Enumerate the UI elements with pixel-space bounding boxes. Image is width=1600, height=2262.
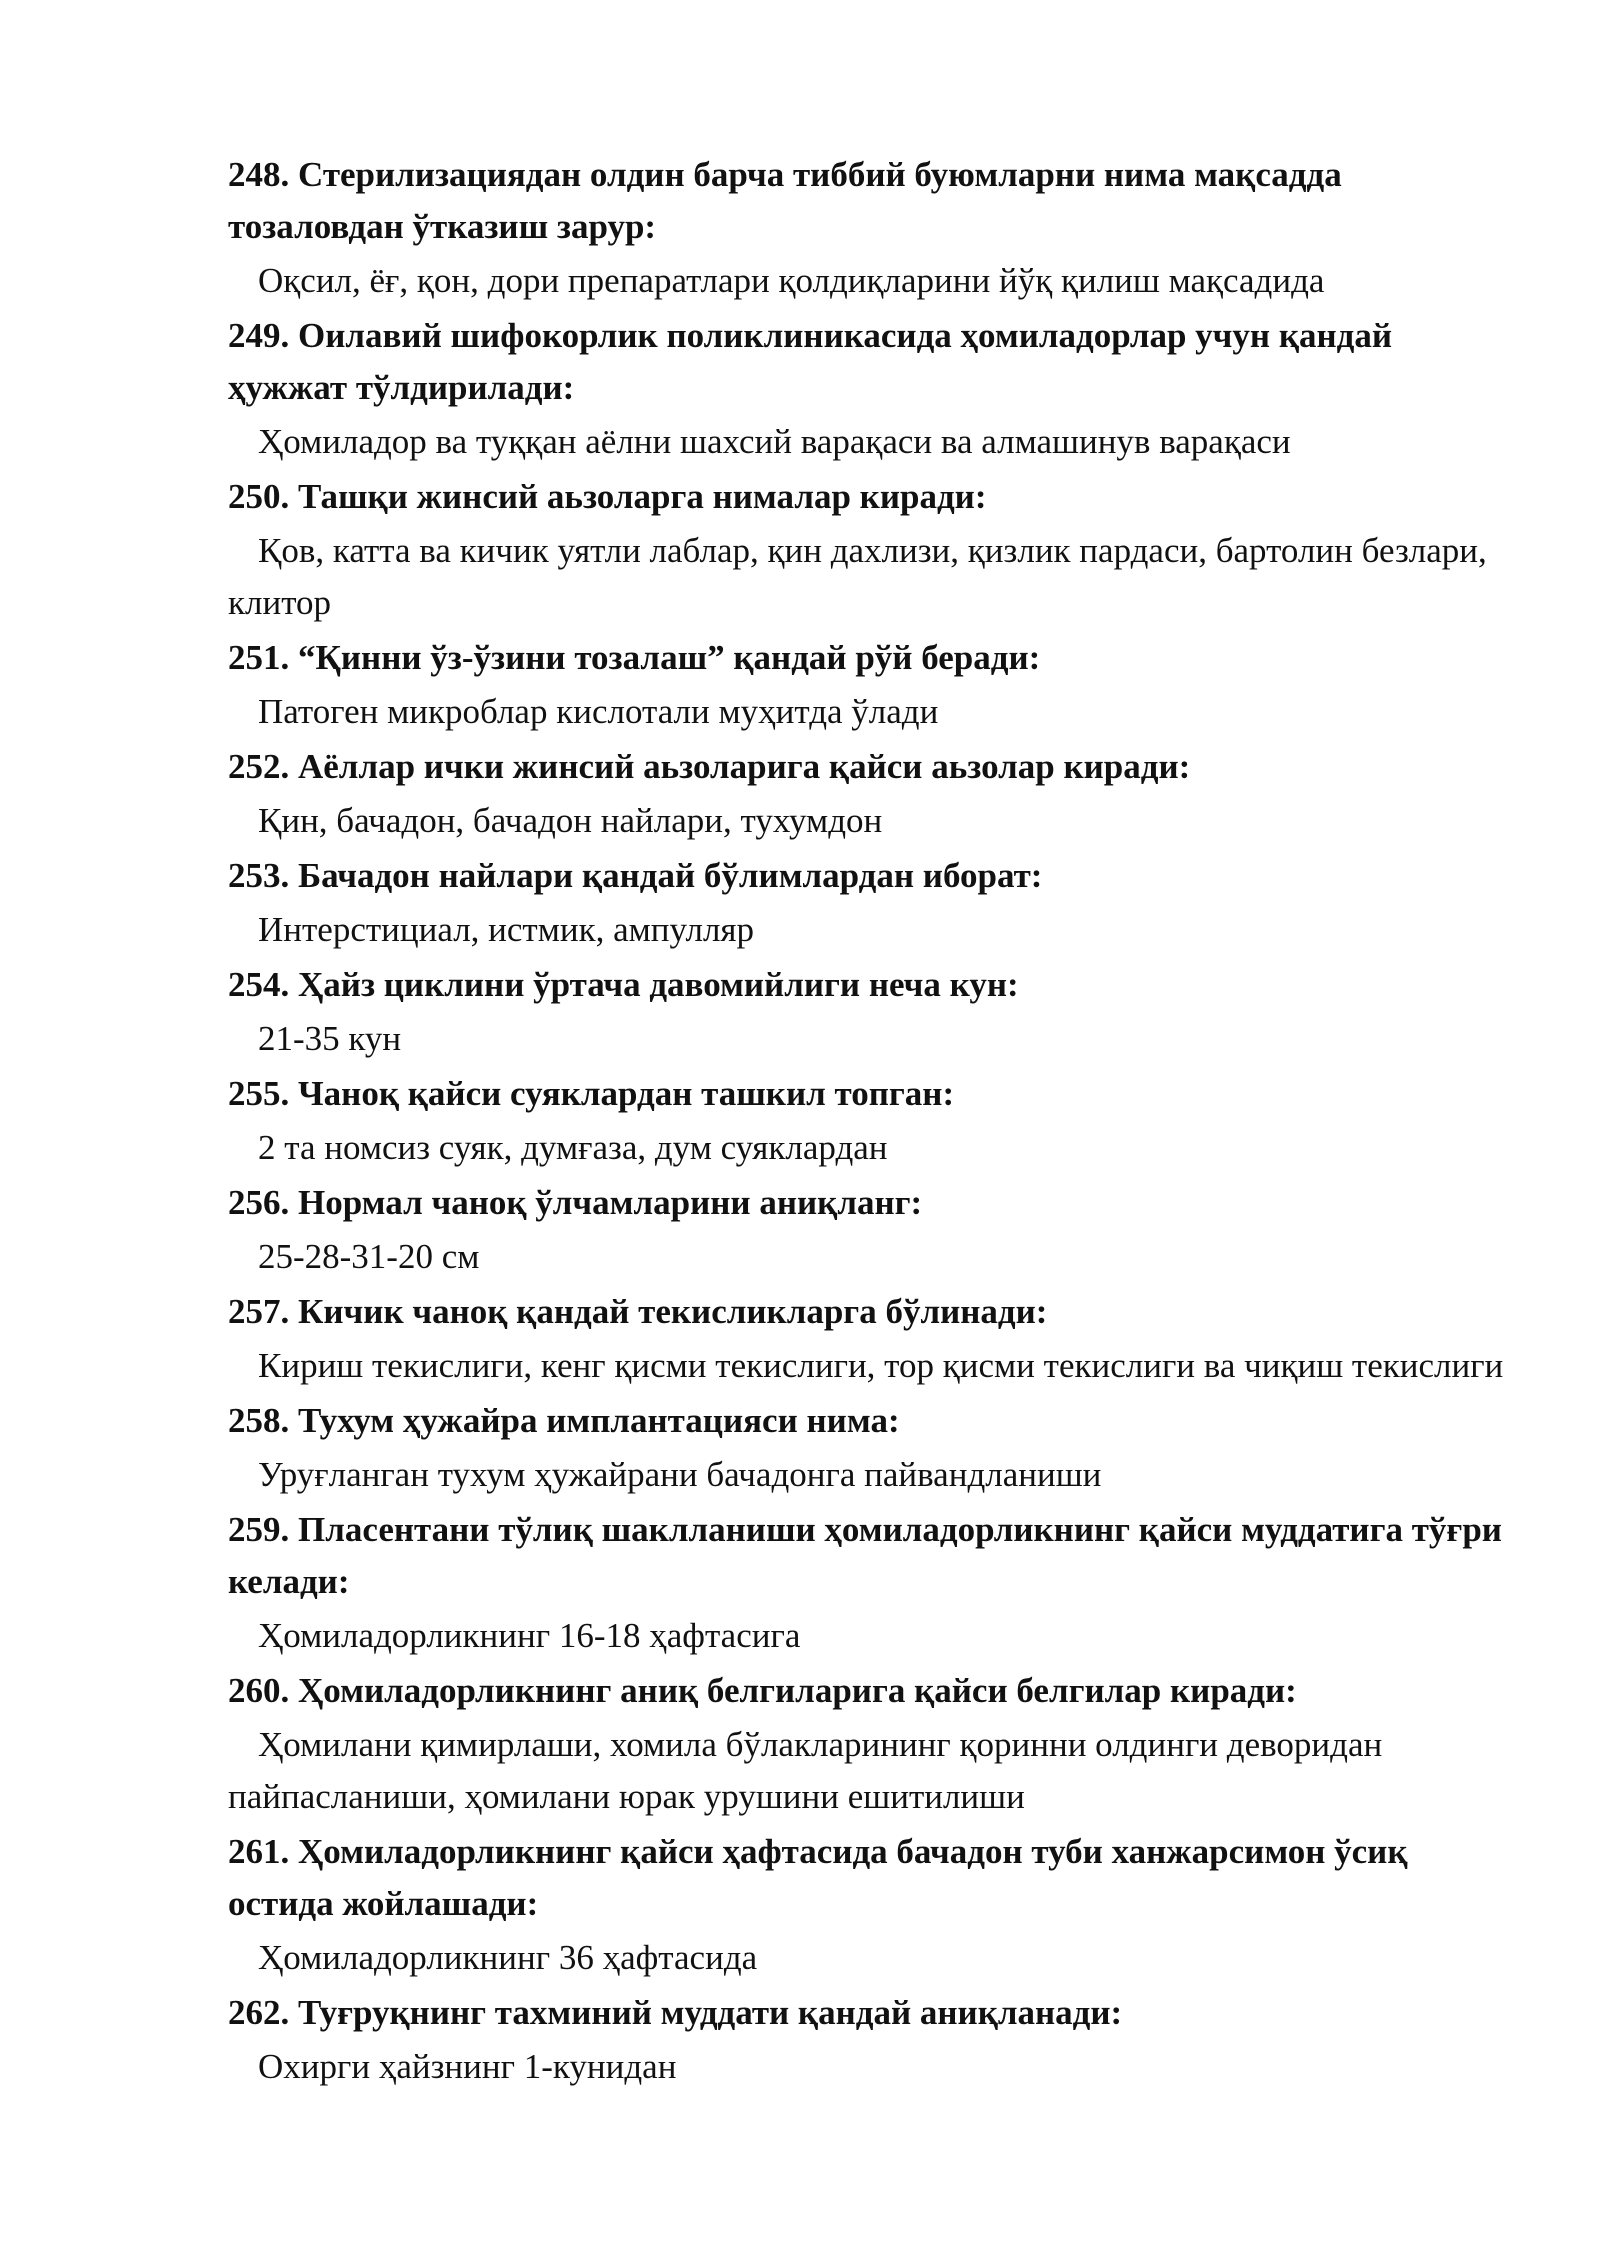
- answer-value: Кириш текислиги, кенг қисми текислиги, тор қисми текислиги ва чиқиш текислиги: [258, 1346, 1504, 1385]
- question-text: 255. Чаноқ қайси суяклардан ташкил топган:: [228, 1074, 955, 1113]
- answer-value: Уруғланган тухум ҳужайрани бачадонга пайвандланиши: [258, 1455, 1102, 1494]
- qa-item-258: [228, 1394, 1518, 1501]
- answer-text: [228, 1608, 1518, 1662]
- answer-value: Охирги ҳайзнинг 1-кунидан: [258, 2047, 677, 2086]
- qa-item-260: [228, 1664, 1518, 1823]
- question-text: 254. Ҳайз циклини ўртача давомийлиги неча кун:: [228, 965, 1019, 1004]
- qa-item-261: [228, 1825, 1518, 1984]
- answer-text: [228, 1338, 1518, 1392]
- question-text: 256. Нормал чаноқ ўлчамларини аниқланг:: [228, 1183, 923, 1222]
- qa-item-252: [228, 740, 1518, 847]
- answer-value: 21-35 кун: [258, 1019, 402, 1058]
- qa-item-248: [228, 148, 1518, 307]
- qa-item-255: [228, 1067, 1518, 1174]
- qa-item-253: [228, 849, 1518, 956]
- question-text: 253. Бачадон найлари қандай бўлимлардан иборат:: [228, 856, 1043, 895]
- qa-item-257: [228, 1285, 1518, 1392]
- answer-value: Оқсил, ёғ, қон, дори препаратлари қолдиқларини йўқ қилиш мақсадида: [258, 261, 1325, 300]
- answer-value: Қов, катта ва кичик уятли лаблар, қин дахлизи, қизлик пардаси, бартолин безлари, клитор: [228, 531, 1487, 622]
- answer-value: Қин, бачадон, бачадон найлари, тухумдон: [258, 801, 883, 840]
- answer-text: [228, 684, 1518, 738]
- question-text: 262. Туғруқнинг тахминий муддати қандай аниқланади:: [228, 1993, 1123, 2032]
- question-text: 249. Оилавий шифокорлик поликлиникасида ҳомиладорлар учун қандай ҳужжат тўлдирилади:: [228, 316, 1393, 407]
- answer-text: [228, 902, 1518, 956]
- question-text: 250. Ташқи жинсий аьзоларга нималар киради:: [228, 477, 987, 516]
- answer-value: 25-28-31-20 см: [258, 1237, 480, 1276]
- answer-value: Интерстициал, истмик, ампулляр: [258, 910, 755, 949]
- question-text: 261. Ҳомиладорликнинг қайси ҳафтасида бачадон туби ханжарсимон ўсиқ остида жойлашади:: [228, 1832, 1408, 1923]
- answer-value: Ҳомиладор ва туққан аёлни шахсий варақаси ва алмашинув варақаси: [258, 422, 1291, 461]
- question-text: 258. Тухум ҳужайра имплантацияси нима:: [228, 1401, 900, 1440]
- answer-text: [228, 2039, 1518, 2093]
- question-text: 251. “Қинни ўз-ўзини тозалаш” қандай рўй беради:: [228, 638, 1041, 677]
- question-text: 260. Ҳомиладорликнинг аниқ белгиларига қайси белгилар киради:: [228, 1671, 1297, 1710]
- question-text: 259. Пласентани тўлиқ шаклланиши ҳомиладорликнинг қайси муддатига тўғри келади:: [228, 1510, 1502, 1601]
- qa-item-256: [228, 1176, 1518, 1283]
- question-text: 248. Стерилизациядан олдин барча тиббий буюмларни нима мақсадда тозаловдан ўтказиш зарур:: [228, 155, 1342, 246]
- answer-value: Ҳомилани қимирлаши, хомила бўлакларининг қоринни олдинги деворидан пайпасланиши, ҳомилани юрак урушини ешитилиши: [228, 1725, 1383, 1816]
- answer-value: 2 та номсиз суяк, думғаза, дум суяклардан: [258, 1128, 888, 1167]
- answer-text: [228, 1930, 1518, 1984]
- question-text: 257. Кичик чаноқ қандай текисликларга бўлинади:: [228, 1292, 1048, 1331]
- qa-item-262: [228, 1986, 1518, 2093]
- answer-text: [228, 523, 1518, 629]
- qa-item-259: [228, 1503, 1518, 1662]
- answer-text: [228, 1011, 1518, 1065]
- qa-item-250: [228, 470, 1518, 629]
- qa-item-249: [228, 309, 1518, 468]
- answer-value: Ҳомиладорликнинг 16-18 ҳафтасига: [258, 1616, 801, 1655]
- answer-text: [228, 253, 1518, 307]
- answer-text: [228, 1120, 1518, 1174]
- document-page: [228, 148, 1518, 2095]
- answer-text: [228, 1229, 1518, 1283]
- answer-value: Патоген микроблар кислотали муҳитда ўлади: [258, 692, 939, 731]
- answer-text: [228, 1717, 1518, 1823]
- answer-text: [228, 793, 1518, 847]
- qa-item-254: [228, 958, 1518, 1065]
- answer-text: [228, 414, 1518, 468]
- qa-item-251: [228, 631, 1518, 738]
- answer-value: Ҳомиладорликнинг 36 ҳафтасида: [258, 1938, 758, 1977]
- question-text: 252. Аёллар ички жинсий аьзоларига қайси аьзолар киради:: [228, 747, 1191, 786]
- answer-text: [228, 1447, 1518, 1501]
